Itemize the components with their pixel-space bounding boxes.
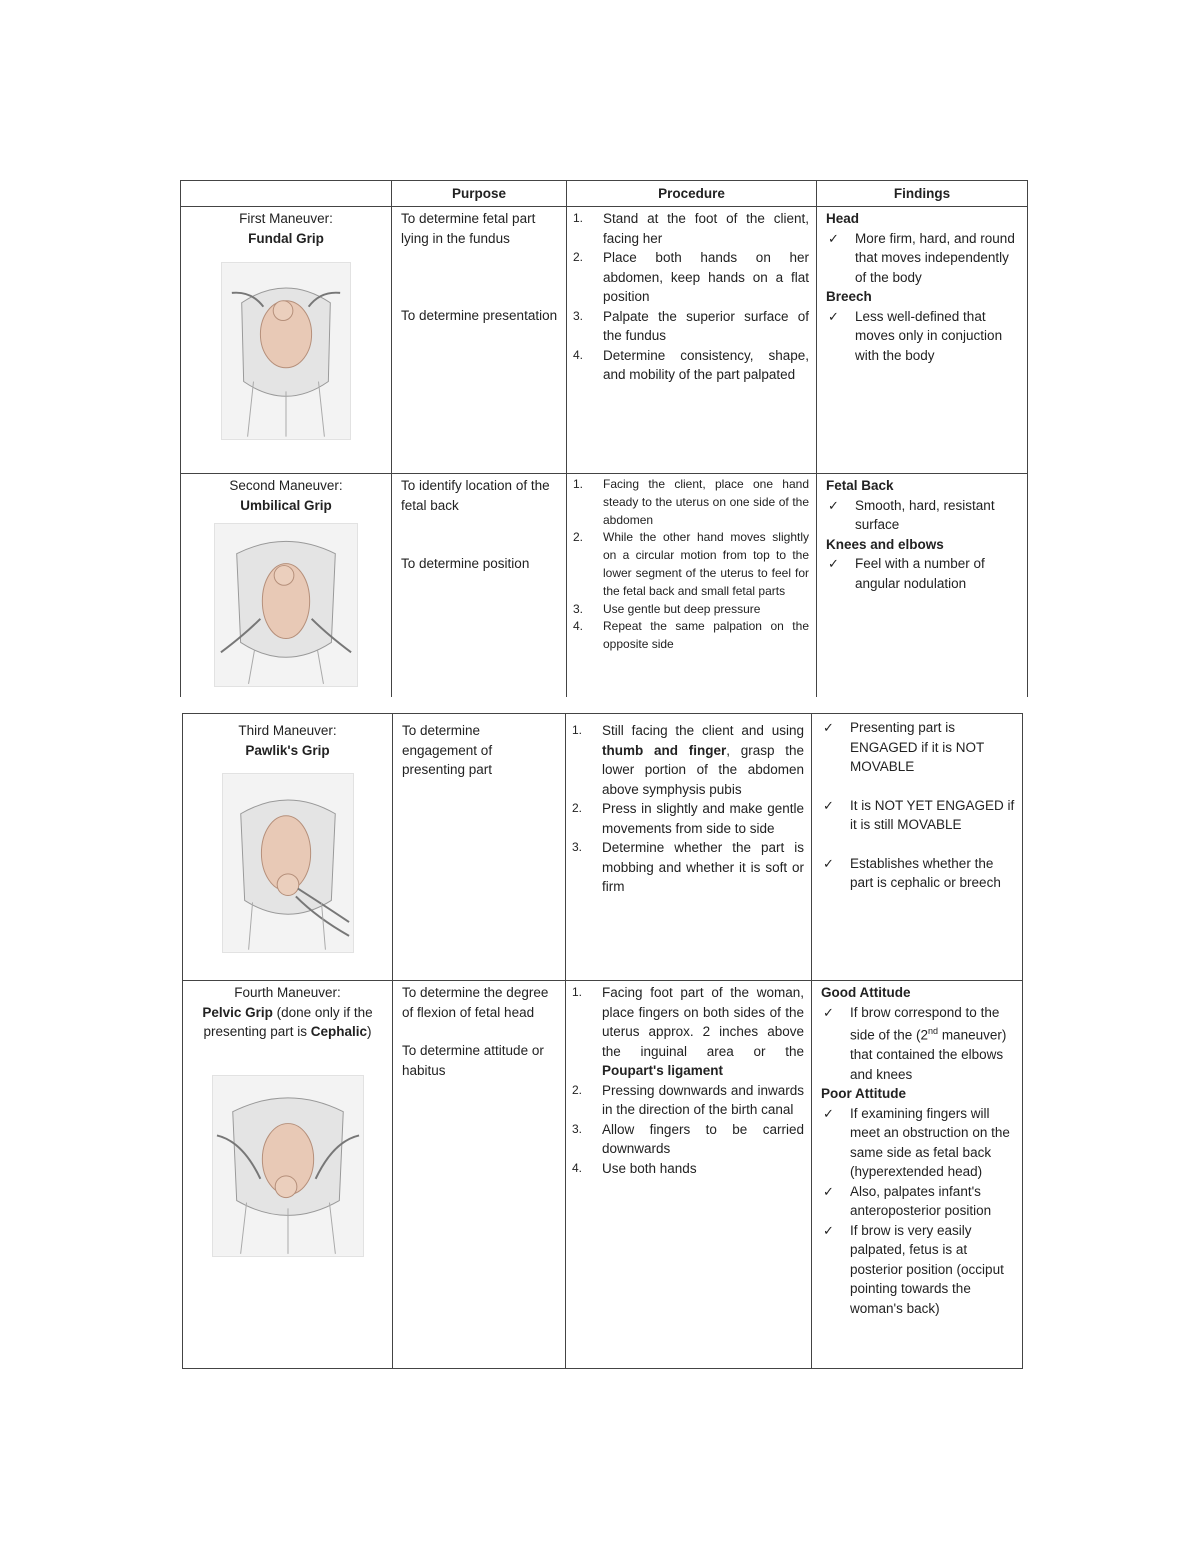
list-item: 2. Pressing downwards and inwards in the direction of the birth canal [572, 1082, 804, 1117]
purpose-cell [393, 714, 566, 981]
procedure-cell [567, 207, 817, 474]
finding-list [821, 1104, 1016, 1319]
maneuver-label: Third Maneuver: [238, 723, 337, 738]
maneuver-label: Second Maneuver: [229, 478, 343, 493]
list-item: 3. Determine whether the part is mobbing and whether it is soft or firm [572, 840, 804, 894]
purpose-text: To determine attitude or habitus [402, 1043, 544, 1078]
check-mark-icon: ✓ [823, 1222, 834, 1238]
umbilical-grip-illustration-icon [214, 523, 358, 687]
check-mark-icon: ✓ [823, 1183, 834, 1199]
purpose-text: To determine the degree of flexion of fetal head [402, 985, 549, 1020]
check-mark-icon: ✓ [823, 1004, 834, 1020]
finding-list [826, 554, 1021, 593]
purpose-text: To determine presentation [401, 308, 558, 323]
list-item: ✓ Presenting part is ENGAGED if it is NOT MOVABLE [821, 718, 1016, 777]
header-procedure: Procedure [567, 181, 817, 207]
purpose-cell [392, 207, 567, 474]
findings-cell [812, 981, 1023, 1369]
pawlik-grip-illustration-icon [222, 773, 354, 953]
check-mark-icon: ✓ [828, 230, 839, 246]
fundal-grip-illustration-icon [221, 262, 351, 440]
maneuvers-table-part-2 [182, 713, 1023, 1369]
procedure-cell [567, 474, 817, 697]
list-item: 1. Stand at the foot of the client, facing her [573, 211, 809, 246]
purpose-text: To determine engagement of presenting part [402, 723, 493, 777]
check-mark-icon: ✓ [823, 720, 834, 735]
finding-list [826, 496, 1021, 535]
finding-list [821, 718, 1016, 893]
list-item: ✓ It is NOT YET ENGAGED if it is still MOVABLE [821, 796, 1016, 835]
list-item: ✓ If brow correspond to the side of the (2nd maneuver) that contained the elbows and knees [821, 1003, 1016, 1085]
list-item: ✓ Also, palpates infant's anteroposterior position [821, 1182, 1016, 1221]
table-row-third-maneuver [183, 714, 1023, 981]
check-mark-icon: ✓ [828, 308, 839, 324]
finding-list [821, 1003, 1016, 1085]
list-item: ✓ If brow is very easily palpated, fetus is at posterior position (occiput pointing towards the woman's back) [821, 1221, 1016, 1319]
list-item: 4. Repeat the same palpation on the opposite side [573, 619, 809, 652]
maneuver-label: First Maneuver: [239, 211, 333, 226]
pelvic-grip-illustration-icon [212, 1075, 364, 1257]
procedure-list [573, 209, 809, 385]
check-mark-icon: ✓ [823, 797, 834, 813]
maneuvers-table-part-1 [180, 180, 1028, 697]
finding-list [826, 229, 1021, 288]
maneuver-name: Fundal Grip [248, 230, 324, 246]
maneuver-name-line: Pelvic Grip (done only if the presenting part is Cephalic) [202, 1004, 373, 1039]
list-item: 1. Facing foot part of the woman, place fingers on both sides of the uterus approx. 2 inches above the inguinal area or the Poupart's ligament [572, 985, 804, 1078]
finding-heading: Fetal Back [826, 478, 894, 493]
purpose-cell [392, 474, 567, 697]
maneuver-cell [183, 714, 393, 981]
header-maneuver [181, 181, 392, 207]
list-item: ✓ Feel with a number of angular nodulation [826, 554, 1021, 593]
maneuver-name: Pawlik's Grip [245, 742, 330, 758]
purpose-text: To determine fetal part lying in the fundus [401, 211, 536, 246]
procedure-list [572, 721, 804, 897]
table-row-first-maneuver [181, 207, 1028, 474]
list-item: ✓ Less well-defined that moves only in conjuction with the body [826, 307, 1021, 366]
finding-heading: Good Attitude [821, 985, 911, 1000]
table-row-second-maneuver [181, 474, 1028, 697]
list-item: 2. While the other hand moves slightly on a circular motion from top to the lower segment of the uterus to feel for the fetal back and small fetal parts [573, 530, 809, 598]
procedure-cell [566, 981, 812, 1369]
finding-heading: Breech [826, 289, 872, 304]
check-mark-icon: ✓ [828, 497, 839, 513]
findings-cell [812, 714, 1023, 981]
header-purpose: Purpose [392, 181, 567, 207]
list-item: ✓ Establishes whether the part is cephalic or breech [821, 854, 1016, 893]
list-item: 3. Palpate the superior surface of the fundus [573, 308, 809, 343]
procedure-cell [566, 714, 812, 981]
check-mark-icon: ✓ [823, 1105, 834, 1121]
table-row-fourth-maneuver [183, 981, 1023, 1369]
list-item: 1. Facing the client, place one hand steady to the uterus on one side of the abdomen [573, 477, 809, 527]
finding-heading: Knees and elbows [826, 536, 944, 552]
finding-list [826, 307, 1021, 366]
finding-heading: Head [826, 211, 860, 226]
list-item: 4. Use both hands [572, 1160, 697, 1176]
list-item: 3. Allow fingers to be carried downwards [572, 1121, 804, 1156]
findings-cell [817, 474, 1028, 697]
maneuver-name: Umbilical Grip [240, 497, 332, 513]
list-item: ✓ More firm, hard, and round that moves independently of the body [826, 229, 1021, 288]
header-row [181, 181, 1028, 207]
findings-cell [817, 207, 1028, 474]
list-item: 2. Place both hands on her abdomen, keep hands on a flat position [573, 250, 809, 304]
maneuver-label: Fourth Maneuver: [234, 985, 341, 1000]
list-item: 4. Determine consistency, shape, and mobility of the part palpated [573, 347, 809, 382]
purpose-text: To identify location of the fetal back [401, 478, 550, 513]
check-mark-icon: ✓ [828, 556, 839, 571]
header-findings: Findings [817, 181, 1028, 207]
list-item: ✓ Smooth, hard, resistant surface [826, 496, 1021, 535]
list-item: 3. Use gentle but deep pressure [573, 601, 761, 616]
maneuver-cell [183, 981, 393, 1369]
list-item: 1. Still facing the client and using thumb and finger, grasp the lower portion of the abdomen above symphysis pubis [572, 723, 804, 797]
finding-heading: Poor Attitude [821, 1086, 906, 1101]
list-item: 2. Press in slightly and make gentle movements from side to side [572, 801, 804, 836]
list-item: ✓ If examining fingers will meet an obstruction on the same side as fetal back (hyperextended head) [821, 1104, 1016, 1182]
purpose-cell [393, 981, 566, 1369]
maneuver-cell [181, 474, 392, 697]
check-mark-icon: ✓ [823, 855, 834, 871]
procedure-list [572, 983, 804, 1178]
maneuver-cell [181, 207, 392, 474]
procedure-list [573, 476, 809, 654]
purpose-text: To determine position [401, 556, 530, 571]
